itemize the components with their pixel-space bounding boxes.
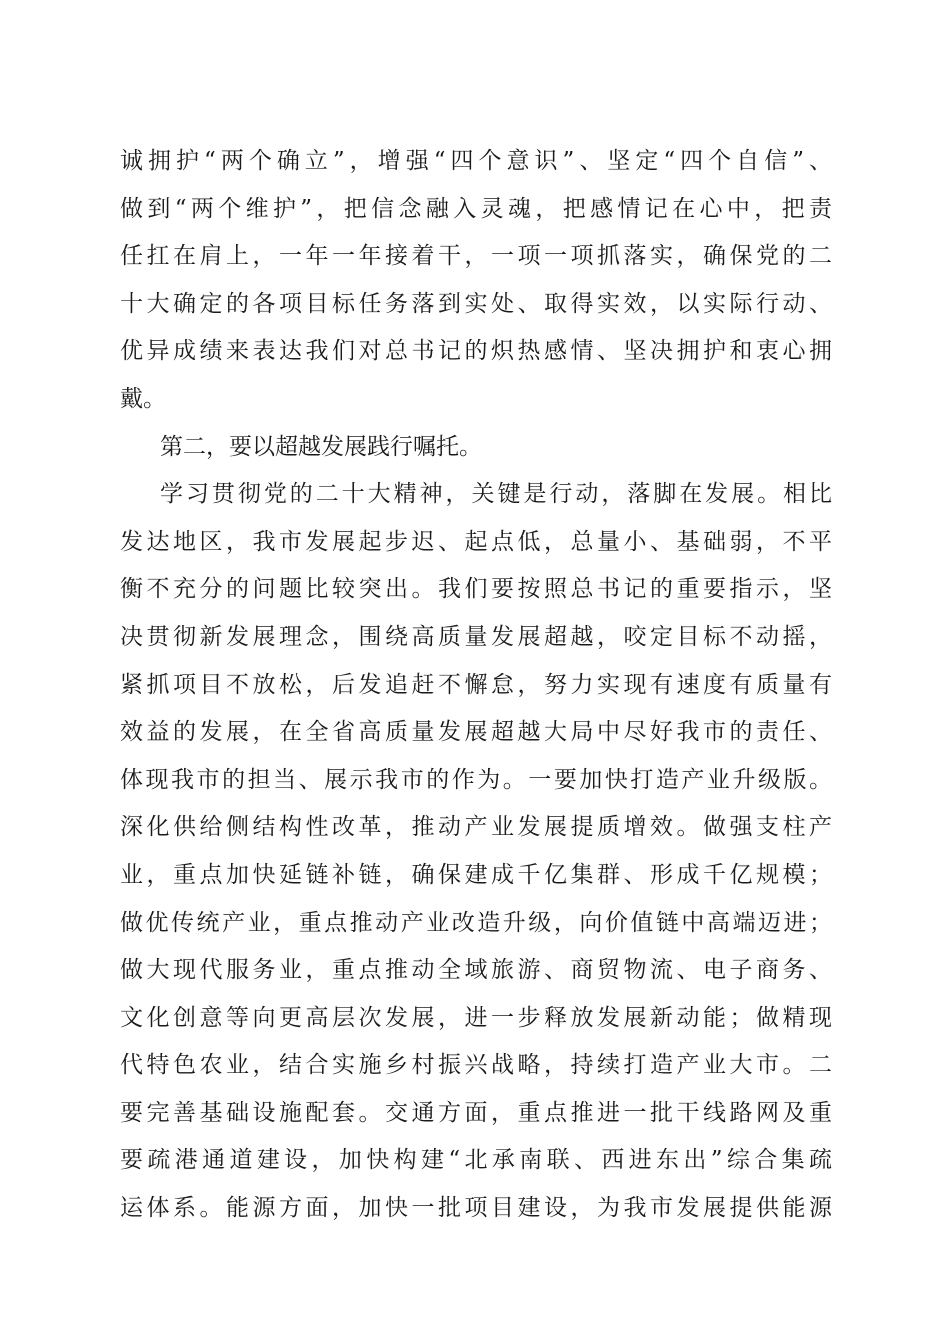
text-line: 十大确定的各项目标任务落到实处、取得实效，以实际行动、 — [120, 290, 832, 317]
text-line: 要完善基础设施配套。交通方面，重点推进一批干线路网及重 — [120, 1099, 832, 1126]
text-line: 优异成绩来表达我们对总书记的炽热感情、坚决拥护和衷心拥 — [120, 338, 832, 365]
text-line: 业，重点加快延链补链，确保建成千亿集群、形成千亿规模； — [120, 861, 832, 888]
text-line: 诚拥护“两个确立”，增强“四个意识”、坚定“四个自信”、 — [120, 148, 832, 174]
text-line: 戴。 — [120, 385, 166, 412]
text-line: 做到“两个维护”，把信念融入灵魂，把感情记在心中，把责 — [120, 195, 832, 222]
text-line: 效益的发展，在全省高质量发展超越大局中尽好我市的责任、 — [120, 719, 832, 746]
text-line: 运体系。能源方面，加快一批项目建设，为我市发展提供能源 — [120, 1195, 832, 1222]
text-line: 深化供给侧结构性改革，推动产业发展提质增效。做强支柱产 — [120, 814, 832, 841]
paragraph-first-line: 学习贯彻党的二十大精神，关键是行动，落脚在发展。相比 — [160, 481, 832, 508]
section-heading: 第二，要以超越发展践行嘱托。 — [160, 433, 482, 460]
text-line: 要疏港通道建设，加快构建“北承南联、西进东出”综合集疏 — [120, 1147, 832, 1174]
text-line: 紧抓项目不放松，后发追赶不懈怠，努力实现有速度有质量有 — [120, 671, 832, 698]
text-line: 发达地区，我市发展起步迟、起点低，总量小、基础弱，不平 — [120, 528, 832, 555]
text-line: 任扛在肩上，一年一年接着干，一项一项抓落实，确保党的二 — [120, 243, 832, 270]
text-line: 衡不充分的问题比较突出。我们要按照总书记的重要指示，坚 — [120, 576, 832, 603]
text-line: 决贯彻新发展理念，围绕高质量发展超越，咬定目标不动摇， — [120, 623, 832, 650]
document-body — [120, 138, 832, 1233]
text-line: 代特色农业，结合实施乡村振兴战略，持续打造产业大市。二 — [120, 1052, 832, 1079]
text-line: 做大现代服务业，重点推动全域旅游、商贸物流、电子商务、 — [120, 957, 832, 984]
text-line: 文化创意等向更高层次发展，进一步释放发展新动能；做精现 — [120, 1004, 832, 1031]
text-line: 做优传统产业，重点推动产业改造升级，向价值链中高端迈进； — [120, 909, 832, 936]
text-line: 体现我市的担当、展示我市的作为。一要加快打造产业升级版。 — [120, 766, 832, 793]
